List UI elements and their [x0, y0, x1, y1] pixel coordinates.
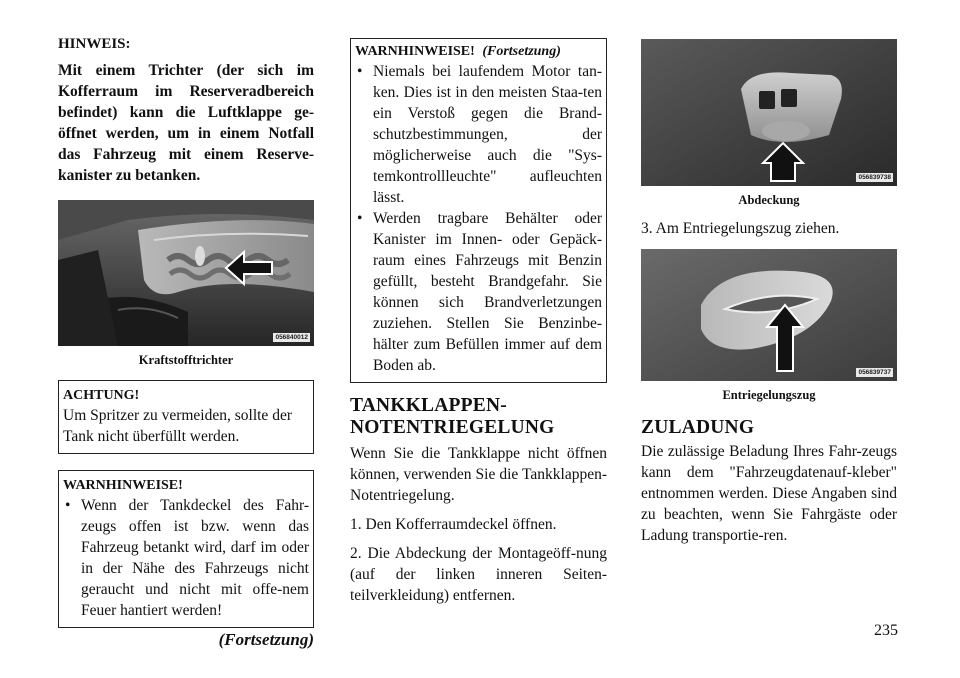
step-3: 3. Am Entriegelungszug ziehen. — [641, 220, 840, 237]
warning-title: WARNHINWEISE! — [63, 478, 183, 493]
warning-item: • Niemals bei laufendem Motor tan-ken. Dies ist in den meisten Staa-ten ein Verstoß gegen die Brand-schutzbestimmungen, der möglicherweise auch die "Sys-temkontrollleuchte" aufleuchten lässt. — [355, 61, 602, 208]
figure-code: 056839738 — [858, 174, 891, 181]
column-left — [58, 34, 314, 650]
cover-illustration — [641, 39, 897, 186]
figure-caption: Entriegelungszug — [722, 388, 816, 402]
warning-title-continued — [355, 43, 602, 61]
warning-list — [355, 61, 602, 376]
body-paragraph: Die zulässige Beladung Ihres Fahr-zeugs kann dem "Fahrzeugdatenauf-kleber" entnommen werden. Diese Angaben sind zu beachten, wenn Sie Fahrgäste oder Ladung transportie-ren. — [641, 443, 897, 544]
warning-item: • Wenn der Tankdeckel des Fahr-zeugs offen ist bzw. wenn das Fahrzeug betankt wird, darf im oder in der Nähe des Fahrzeugs nicht geraucht und nicht mit offe-nem Feuer hantiert werden! — [63, 495, 309, 621]
warning-title-text: WARNHINWEISE! — [355, 44, 475, 59]
section-heading: ZULADUNG — [641, 417, 755, 438]
figure-caption: Abdeckung — [738, 193, 800, 207]
heading-line-2: NOTENTRIEGELUNG — [350, 417, 555, 438]
continued-label: (Fortsetzung) — [218, 630, 314, 649]
warning-box — [58, 470, 314, 628]
release-cable-figure — [641, 249, 897, 381]
note-body: Mit einem Trichter (der sich im Kofferraum im Reserveradbereich befindet) kann die Luftklappe ge-öffnet werden, um in einem Notfall das Fahrzeug mit einem Reserve-kanister zu betanken. — [58, 62, 314, 184]
figure-code: 056840012 — [275, 334, 308, 341]
warning-item: • Werden tragbare Behälter oder Kanister im Innen- oder Gepäck-raum eines Fahrzeugs mit Benzin gefüllt, besteht Brandgefahr. Sie können sich Brandverletzungen zuziehen. Stellen Sie Benzinbe-hälter zum Befüllen immer auf dem Boden ab. — [355, 208, 602, 376]
warning-list — [63, 495, 309, 621]
release-cable-illustration — [641, 249, 897, 381]
heading-line-1: TANKKLAPPEN- — [350, 395, 507, 416]
column-right — [641, 39, 897, 546]
note-title: HINWEIS: — [58, 36, 131, 52]
fuel-funnel-figure — [58, 200, 314, 346]
column-middle — [350, 38, 607, 606]
caution-box — [58, 380, 314, 454]
warning-box-continued — [350, 38, 607, 383]
section-heading — [350, 395, 607, 439]
cover-figure — [641, 39, 897, 186]
step-2: 2. Die Abdeckung der Montageöff-nung (auf der linken inneren Seiten-teilverkleidung) entfernen. — [350, 545, 607, 604]
figure-code: 056839737 — [858, 369, 891, 376]
warning-continued-label: (Fortsetzung) — [482, 44, 561, 59]
caution-text: Um Spritzer zu vermeiden, sollte der Tank nicht überfüllt werden. — [63, 407, 292, 445]
fuel-funnel-illustration — [58, 200, 314, 346]
figure-caption: Kraftstofftrichter — [138, 353, 234, 367]
step-1: 1. Den Kofferraumdeckel öffnen. — [350, 516, 557, 533]
caution-title: ACHTUNG! — [63, 388, 140, 403]
page-number: 235 — [874, 622, 898, 639]
intro-paragraph: Wenn Sie die Tankklappe nicht öffnen können, verwenden Sie die Tankklappen-Notentriegelung. — [350, 445, 607, 504]
